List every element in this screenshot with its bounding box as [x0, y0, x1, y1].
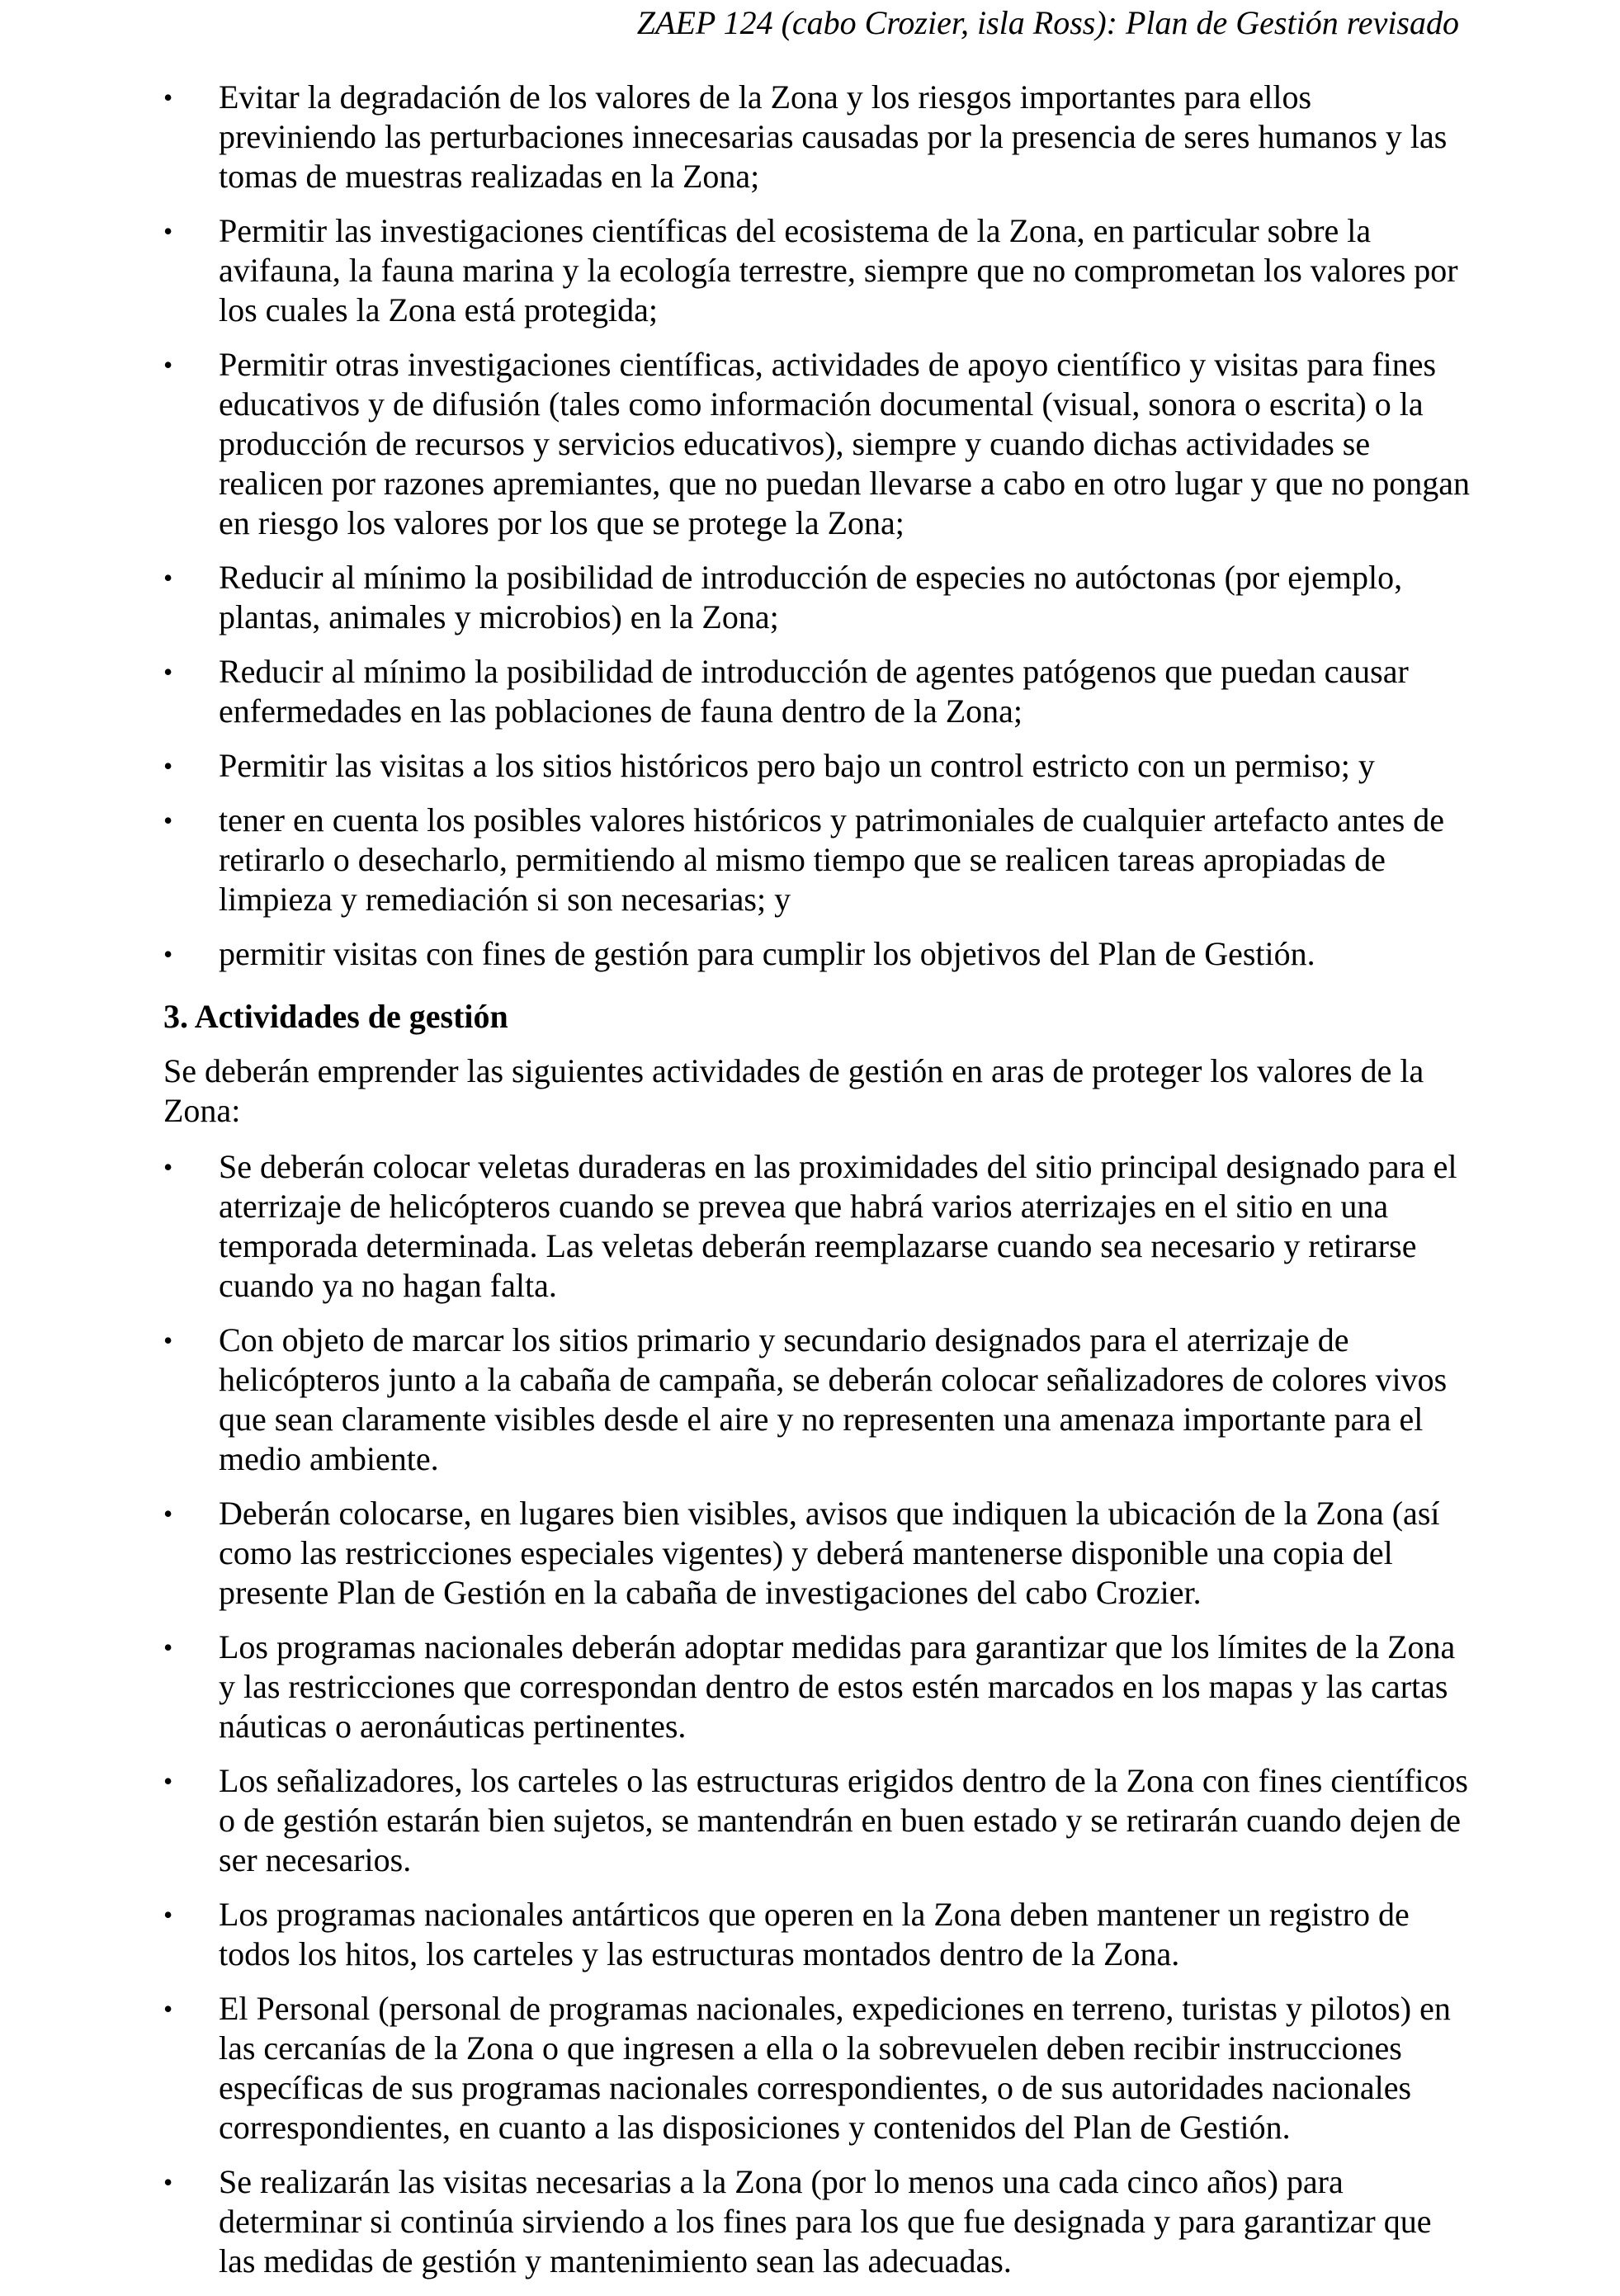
bullet-icon: •: [163, 1900, 173, 1930]
list-item: [163, 78, 1476, 196]
list-item-text: Con objeto de marcar los sitios primario y secundario designados para el aterrizaje de helicópteros junto a la cabaña de campaña, se deberán colocar señalizadores de colores vivos que sean claramente visibles desde el aire y no representen una amenaza importante para el medio ambiente.: [219, 1321, 1448, 1477]
running-header: ZAEP 124 (cabo Crozier, isla Ross): Plan de Gestión revisado: [636, 4, 1459, 41]
bullet-icon: •: [163, 83, 173, 112]
list-item: [163, 1494, 1476, 1613]
bullet-icon: •: [163, 1499, 173, 1528]
bullet-icon: •: [163, 1994, 173, 2024]
list-item-text: Se realizarán las visitas necesarias a la Zona (por lo menos una cada cinco años) para determinar si continúa sirviendo a los fines para los que fue designada y para garantizar que las medidas de gestión y mantenimiento sean las adecuadas.: [219, 2163, 1432, 2279]
management-activities-list: [163, 1147, 1476, 2281]
list-item-text: permitir visitas con fines de gestión para cumplir los objetivos del Plan de Gestión.: [219, 935, 1315, 972]
list-item-text: Se deberán colocar veletas duraderas en las proximidades del sitio principal designado para el aterrizaje de helicópteros cuando se prevea que habrá varios aterrizajes en el sitio en una temporada determinada. Las veletas deberán reemplazarse cuando sea necesario y retirarse cuando ya no hagan falta.: [219, 1148, 1457, 1304]
list-item-text: Permitir otras investigaciones científicas, actividades de apoyo científico y visitas para fines educativos y de difusión (tales como información documental (visual, sonora o escrita) o la producción de recursos y servicios educativos), siempre y cuando dichas actividades se realicen por razones apremiantes, que no puedan llevarse a cabo en otro lugar y que no pongan en riesgo los valores por los que se protege la Zona;: [219, 346, 1471, 541]
bullet-icon: •: [163, 805, 173, 835]
list-item: [163, 345, 1476, 543]
list-item: [163, 652, 1476, 731]
bullet-icon: •: [163, 751, 173, 781]
bullet-icon: •: [163, 657, 173, 687]
list-item-text: Permitir las investigaciones científicas del ecosistema de la Zona, en particular sobre la avifauna, la fauna marina y la ecología terrestre, siempre que no comprometan los valores por los cuales la Zona está protegida;: [219, 212, 1458, 328]
section-heading: 3. Actividades de gestión: [163, 998, 508, 1035]
list-item-text: El Personal (personal de programas nacionales, expediciones en terreno, turistas y pilotos) en las cercanías de la Zona o que ingresen a ella o la sobrevuelen deben recibir instrucciones específicas de sus programas nacionales correspondientes, o de sus autoridades nacionales correspondientes, en cuanto a las disposiciones y contenidos del Plan de Gestión.: [219, 1990, 1451, 2146]
list-item: [163, 1761, 1476, 1880]
list-item-text: tener en cuenta los posibles valores históricos y patrimoniales de cualquier artefacto antes de retirarlo o desecharlo, permitiendo al mismo tiempo que se realicen tareas apropiadas de limpieza y remediación si son necesarias; y: [219, 801, 1445, 918]
list-item: [163, 934, 1476, 974]
bullet-icon: •: [163, 216, 173, 246]
list-item: [163, 1147, 1476, 1306]
list-item: [163, 746, 1476, 786]
list-item-text: Evitar la degradación de los valores de la Zona y los riesgos importantes para ellos previniendo las perturbaciones innecesarias causadas por la presencia de seres humanos y las tomas de muestras realizadas en la Zona;: [219, 78, 1448, 195]
list-item: [163, 1895, 1476, 1974]
list-item-text: Deberán colocarse, en lugares bien visibles, avisos que indiquen la ubicación de la Zona (así como las restricciones especiales vigentes) y deberá mantenerse disponible una copia del presente Plan de Gestión en la cabaña de investigaciones del cabo Crozier.: [219, 1495, 1440, 1611]
page-content: [163, 78, 1476, 2296]
bullet-icon: •: [163, 1152, 173, 1182]
bullet-icon: •: [163, 350, 173, 380]
list-item-text: Los señalizadores, los carteles o las estructuras erigidos dentro de la Zona con fines científicos o de gestión estarán bien sujetos, se mantendrán en buen estado y se retirarán cuando dejen de ser necesarios.: [219, 1762, 1468, 1878]
list-item: [163, 558, 1476, 637]
section-intro: Se deberán emprender las siguientes actividades de gestión en aras de proteger los valores de la Zona:: [163, 1052, 1424, 1129]
list-item-text: Reducir al mínimo la posibilidad de introducción de especies no autóctonas (por ejemplo, plantas, animales y microbios) en la Zona;: [219, 559, 1403, 635]
bullet-icon: •: [163, 1325, 173, 1355]
list-item: [163, 801, 1476, 919]
list-item: [163, 1989, 1476, 2147]
list-item: [163, 211, 1476, 330]
bullet-icon: •: [163, 2167, 173, 2197]
list-item-text: Los programas nacionales antárticos que operen en la Zona deben mantener un registro de todos los hitos, los carteles y las estructuras montados dentro de la Zona.: [219, 1896, 1410, 1972]
list-item: [163, 2162, 1476, 2281]
objectives-list: [163, 78, 1476, 974]
list-item-text: Reducir al mínimo la posibilidad de introducción de agentes patógenos que puedan causar enfermedades en las poblaciones de fauna dentro de la Zona;: [219, 653, 1409, 730]
list-item-text: Permitir las visitas a los sitios históricos pero bajo un control estricto con un permiso; y: [219, 747, 1375, 784]
list-item: [163, 1628, 1476, 1746]
bullet-icon: •: [163, 563, 173, 593]
list-item-text: Los programas nacionales deberán adoptar medidas para garantizar que los límites de la Zona y las restricciones que correspondan dentro de estos estén marcados en los mapas y las cartas náuticas o aeronáuticas pertinentes.: [219, 1628, 1456, 1745]
bullet-icon: •: [163, 939, 173, 969]
bullet-icon: •: [163, 1766, 173, 1796]
bullet-icon: •: [163, 1632, 173, 1662]
list-item: [163, 1320, 1476, 1479]
